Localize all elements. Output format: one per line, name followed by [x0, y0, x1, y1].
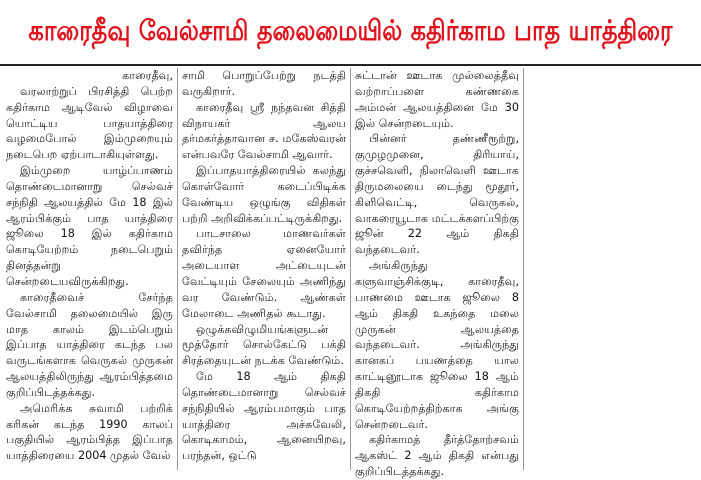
- paragraph-continued: சுட்டான் ஊடாக முல்லைத்தீவு வற்றாப்பளை கண்ணகை அம்மன் ஆலயத்தினை மே 30 இல் சென்றடையும்.: [355, 69, 519, 130]
- paragraph: அங்கிருந்து களுவாஞ்சிக்குடி, காரைதீவு, பாணமை ஊடாக ஜூலை 8 ஆம் திகதி உகந்தை மலை முருகன் ஆலயத்தை வந்தடைவர். அங்கிருந்து கானகப் பயணத்தை யால காட்டினூடாக ஜூலை 18 ஆம் திகதி கதிர்காம கொடியேற்றத்திற்காக அங்கு சென்றடைவர்.: [355, 259, 519, 431]
- paragraph-continued: சாமி பொறுப்பேற்று நடத்தி வருகிறார்.: [182, 69, 346, 98]
- headline-banner: [0, 0, 701, 66]
- paragraph: ஒழுக்கவிழுமியங்களுடன் மூத்தோர் சொல்கேட்டு பக்தி சிரத்தையுடன் நடக்க வேண்டும்.: [182, 322, 346, 368]
- paragraph: பாடசாலை மாணவர்கள் தவிர்ந்த ஏனையோர் அடையாள அட்டையுடன் வேட்டியும் சேலையும் அணிந்து வர வேண்டும். ஆண்கள் மேலாடை அணிதல் கூடாது.: [182, 227, 346, 320]
- dateline: காரைதீவு,: [122, 69, 173, 82]
- paragraph: மே 18 ஆம் திகதி தொண்டைமானாறு செல்வச் சந்நிதியில் ஆரம்பமாகும் பாத யாத்திரை அச்சுவேலி, கொடிகாமம், ஆனையிறவு, பரந்தன், ஒட்டு: [182, 370, 346, 463]
- paragraph: இம்முறை யாழ்ப்பாணம் தொண்டைமானாறு செல்வச் சந்நிதி ஆலயத்தில் மே 18 இல் ஆரம்பிக்கும் பாத யாத்திரை ஜூலை 18 இல் கதிர்காம கொடியேற்றம் நடைபெறும் தினத்தன்று சென்றடையவிருக்கிறது.: [6, 164, 173, 288]
- article-column-4: [523, 68, 696, 470]
- article-column-3: [350, 68, 523, 479]
- article-column-2: [177, 68, 350, 470]
- article-column-1: [4, 68, 177, 470]
- article-body: [4, 68, 698, 479]
- paragraph: இப்பாதயாத்திரையில் கலந்து கொள்வோர் கடைப்பிடிக்க வேண்டிய ஒழுங்கு விதிகள் பற்றி அறிவிக்கப்பட்டிருக்கிறது.: [182, 164, 346, 225]
- paragraph: வரலாற்றுப் பிரசித்தி பெற்ற கதிர்காம ஆடிவேல் விழாவை யொட்டிய பாதயாத்திரை வழமைபோல் இம்முறையும் நடைபெற ஏற்பாடாகியுள்ளது.: [6, 84, 173, 162]
- headline: காரைதீவு வேல்சாமி தலைமையில் கதிர்காம பாத யாத்திரை: [28, 13, 673, 47]
- paragraph: அமெரிக்க சுவாமி பற்றிக் கரிகன் கடந்த 1990 காலப் பகுதியில் ஆரம்பித்த இப்பாத யாத்திரையை 2004 முதல் வேல்: [6, 401, 173, 463]
- paragraph: காரைதீவைச் சேர்ந்த வேல்சாமி தலைமையில் இரு மாத காலம் இடம்பெறும் இப்பாத யாத்திரை கடந்த பல வருடங்களாக வெருகல் முருகன் ஆலயத்திலிருந்து ஆரம்பித்தமை குறிப்பிடத்தக்கது.: [6, 290, 173, 399]
- paragraph: காரைதீவு ஸ்ரீ நந்தவன சித்தி விநாயகர் ஆலய தர்மகர்த்தாவான ச. மகேஸ்வரன் என்பவரே வேல்சாமி ஆவார்.: [182, 100, 346, 162]
- paragraph: கதிர்காமத் தீர்த்தோற்சவம் ஆகஸ்ட் 2 ஆம் திகதி என்பது குறிப்பிடத்தக்கது.: [355, 433, 519, 479]
- paragraph: பின்னர் தண்ணீரூற்று, குமுழமுனை, திரியாய், குச்சவெளி, நிலாவெளி ஊடாக திருமலையை டைந்து மூதூர், கிளிவெட்டி, வெருகல், வாகரையூடாக மட்டக்களப்பிற்கு ஜூன் 22 ஆம் திகதி வந்தடைவர்.: [355, 132, 519, 257]
